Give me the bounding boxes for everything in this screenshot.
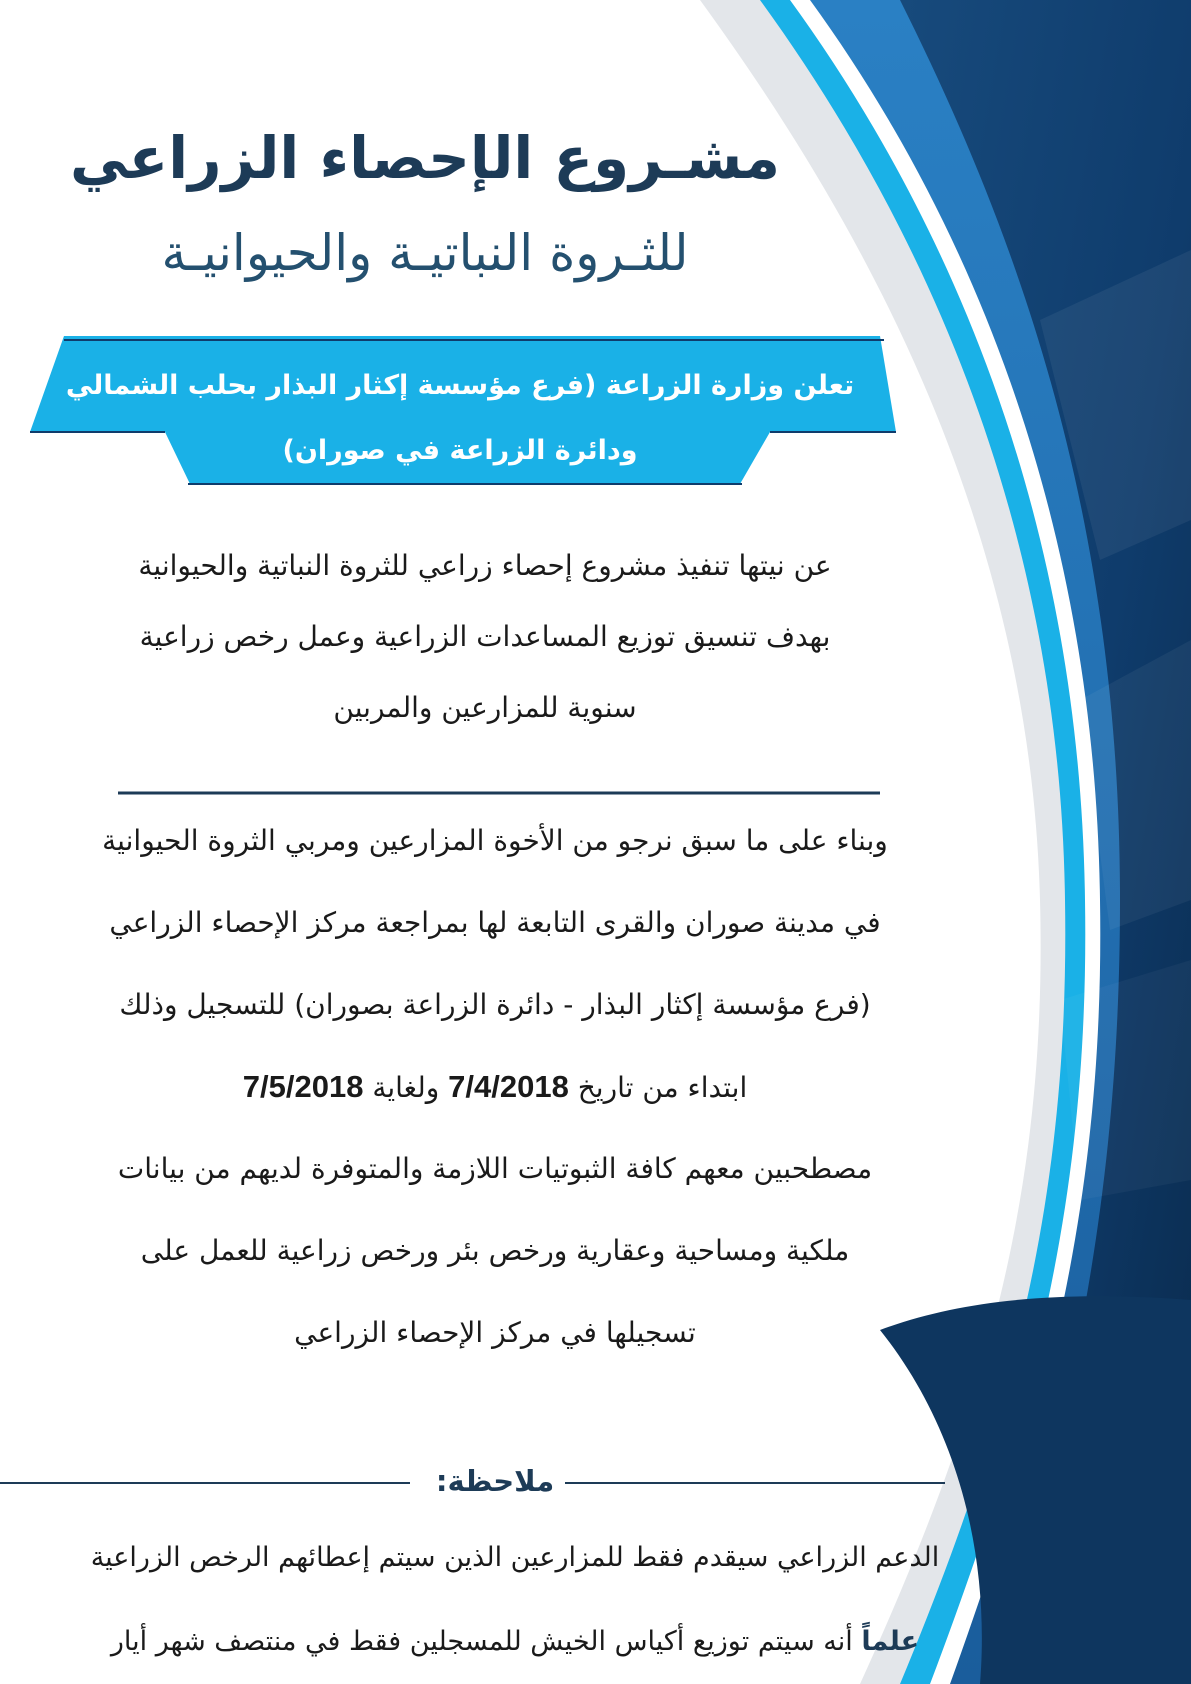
body-line: مصطحبين معهم كافة الثبوتيات اللازمة والمتوفرة لديهم من بيانات [117, 1152, 873, 1185]
page-subtitle: للثـروة النباتيـة والحيوانيـة [161, 224, 689, 282]
panel-facet [1060, 960, 1191, 1200]
end-date: 7/5/2018 [242, 1069, 364, 1104]
note-line-rest: أنه سيتم توزيع أكياس الخيش للمسجلين فقط في منتصف شهر أيار [110, 1626, 853, 1657]
note-emphasis: علماً [861, 1626, 920, 1657]
body-line: ملكية ومساحية وعقارية ورخص بئر ورخص زراعية للعمل على [140, 1234, 850, 1267]
body-line: في مدينة صوران والقرى التابعة لها بمراجعة مركز الإحصاء الزراعي [109, 906, 881, 939]
body-line: (فرع مؤسسة إكثار البذار - دائرة الزراعة بصوران) للتسجيل وذلك [119, 988, 871, 1021]
date-range-line [30, 1046, 960, 1128]
intro-line: بهدف تنسيق توزيع المساعدات الزراعية وعمل رخص زراعية [139, 620, 831, 653]
note-line: الدعم الزراعي سيقدم فقط للمزارعين الذين سيتم إعطائهم الرخص الزراعية [90, 1542, 940, 1573]
note-title: ملاحظة: [435, 1464, 555, 1498]
date-middle: ولغاية [372, 1071, 440, 1104]
banner-text-line1: تعلن وزارة الزراعة (فرع مؤسسة إكثار البذار بحلب الشمالي [65, 370, 855, 401]
note-paragraph [40, 1516, 990, 1684]
banner-text-line2: ودائرة الزراعة في صوران) [282, 435, 638, 466]
body-line: وبناء على ما سبق نرجو من الأخوة المزارعين ومربي الثروة الحيوانية [102, 824, 888, 857]
start-date: 7/4/2018 [448, 1069, 569, 1104]
date-prefix: ابتداء من تاريخ [577, 1071, 748, 1104]
body-line: تسجيلها في مركز الإحصاء الزراعي [294, 1316, 696, 1349]
page-title: مشـروع الإحصاء الزراعي [69, 124, 781, 192]
note-line [40, 1600, 990, 1684]
intro-paragraph [40, 530, 930, 743]
body-paragraph [30, 800, 960, 1374]
intro-line: عن نيتها تنفيذ مشروع إحصاء زراعي للثروة النباتية والحيوانية [138, 549, 832, 582]
intro-line: سنوية للمزارعين والمربين [333, 691, 637, 724]
